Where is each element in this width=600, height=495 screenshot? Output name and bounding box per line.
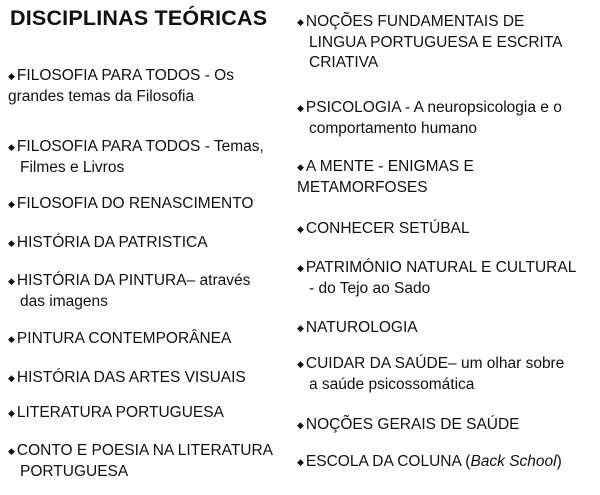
diamond-bullet-icon: ◆: [297, 162, 304, 172]
diamond-bullet-icon: ◆: [8, 71, 15, 81]
list-item: ◆ HISTÓRIA DA PATRISTICA: [8, 234, 208, 251]
diamond-bullet-icon: ◆: [297, 17, 304, 27]
diamond-bullet-icon: ◆: [297, 224, 304, 234]
list-item: ◆ CONHECER SETÚBAL: [297, 220, 470, 237]
list-item: ◆ LITERATURA PORTUGUESA: [8, 404, 224, 421]
list-item: ◆ HISTÓRIA DAS ARTES VISUAIS: [8, 369, 246, 386]
diamond-bullet-icon: ◆: [297, 420, 304, 430]
diamond-bullet-icon: ◆: [297, 103, 304, 113]
diamond-bullet-icon: ◆: [8, 276, 15, 286]
list-item: ◆ NOÇÕES GERAIS DE SAÚDE: [297, 416, 520, 433]
diamond-bullet-icon: ◆: [8, 334, 15, 344]
list-item: ◆ CUIDAR DA SAÚDE– um olhar sobre a saúde psicossomática: [297, 355, 565, 393]
list-item: ◆ FILOSOFIA DO RENASCIMENTO: [8, 195, 254, 212]
list-item: ◆ NOÇÕES FUNDAMENTAIS DE LINGUA PORTUGUESA E ESCRITA CRIATIVA: [297, 13, 563, 71]
list-item: ◆ HISTÓRIA DA PINTURA– através das imagens: [8, 272, 251, 310]
diamond-bullet-icon: ◆: [8, 408, 15, 418]
diamond-bullet-icon: ◆: [8, 238, 15, 248]
diamond-bullet-icon: ◆: [8, 142, 15, 152]
diamond-bullet-icon: ◆: [297, 323, 304, 333]
diamond-bullet-icon: ◆: [297, 263, 304, 273]
list-item: ◆ NATUROLOGIA: [297, 319, 418, 336]
list-item: ◆ A MENTE - ENIGMAS E METAMORFOSES: [297, 158, 474, 196]
diamond-bullet-icon: ◆: [8, 446, 15, 456]
diamond-bullet-icon: ◆: [297, 359, 304, 369]
list-item: ◆ PSICOLOGIA - A neuropsicologia e o comportamento humano: [297, 99, 562, 137]
list-item: ◆ PINTURA CONTEMPORÂNEA: [8, 330, 232, 347]
list-item: ◆ CONTO E POESIA NA LITERATURA PORTUGUESA: [8, 442, 274, 480]
list-item: ◆ ESCOLA DA COLUNA (Back School): [297, 453, 562, 470]
diamond-bullet-icon: ◆: [297, 457, 304, 467]
diamond-bullet-icon: ◆: [8, 199, 15, 209]
page-title: DISCIPLINAS TEÓRICAS: [10, 6, 268, 30]
diamond-bullet-icon: ◆: [8, 373, 15, 383]
list-item: ◆ FILOSOFIA PARA TODOS - Temas, Filmes e Livros: [8, 138, 264, 176]
list-item: ◆ PATRIMÓNIO NATURAL E CULTURAL - do Tejo ao Sado: [297, 259, 577, 297]
list-item: ◆ FILOSOFIA PARA TODOS - Os grandes temas da Filosofia: [8, 67, 234, 105]
